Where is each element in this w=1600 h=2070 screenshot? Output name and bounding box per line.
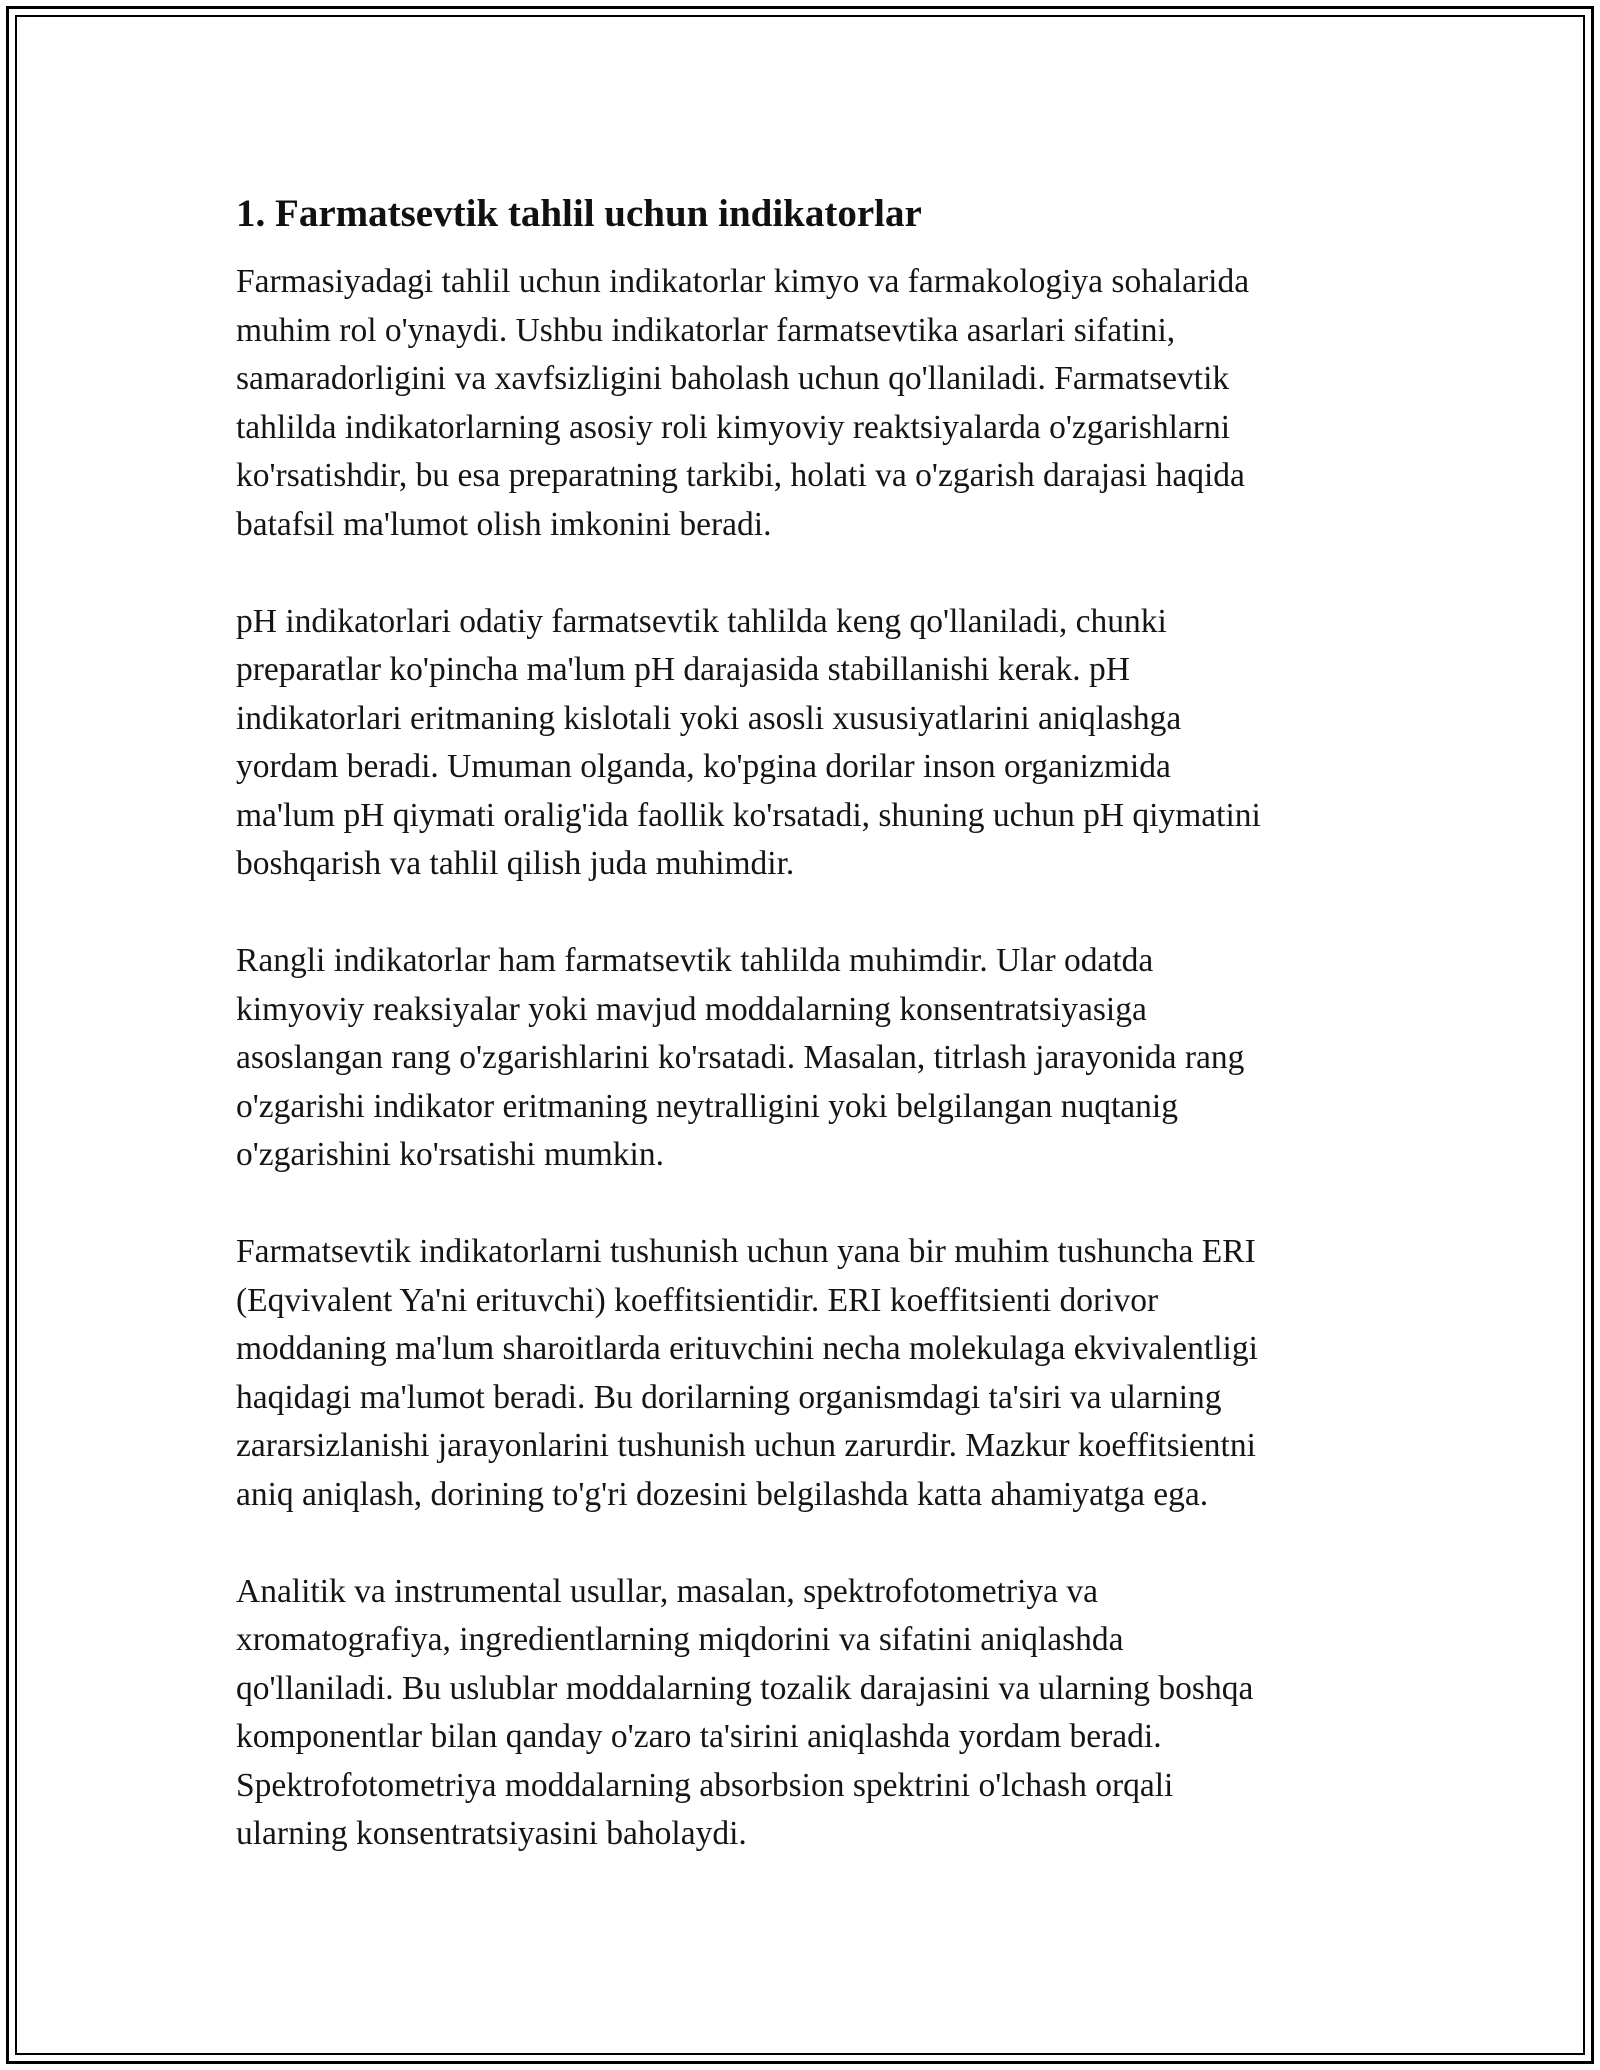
text-line: boshqarish va tahlil qilish juda muhimdir. (236, 845, 795, 882)
text-line: tahlilda indikatorlarning asosiy roli kimyoviy reaktsiyalarda o'zgarishlarni (236, 408, 1231, 446)
text-line: indikatorlari eritmaning kislotali yoki asosli xususiyatlarini aniqlashga (236, 699, 1182, 737)
paragraph (236, 598, 1376, 889)
text-line: asoslangan rang o'zgarishlarini ko'rsatadi. Masalan, titrlash jarayonida rang (236, 1039, 1245, 1076)
text-line: komponentlar bilan qanday o'zaro ta'sirini aniqlashda yordam beradi. (236, 1718, 1162, 1755)
text-line: Farmasiyadagi tahlil uchun indikatorlar kimyo va farmakologiya sohalarida (236, 263, 1250, 300)
text-line: (Eqvivalent Ya'ni erituvchi) koeffitsientidir. ERI koeffitsienti dorivor (236, 1281, 1159, 1319)
text-line: Farmatsevtik indikatorlarni tushunish uchun yana bir muhim tushuncha ERI (236, 1233, 1256, 1270)
text-line: zararsizlanishi jarayonlarini tushunish uchun zarurdir. Mazkur koeffitsientni (236, 1427, 1256, 1464)
text-line: o'zgarishini ko'rsatishi mumkin. (236, 1136, 664, 1173)
text-line: o'zgarishi indikator eritmaning neytralligini yoki belgilangan nuqtanig (236, 1087, 1178, 1125)
section-heading: 1. Farmatsevtik tahlil uchun indikatorlar (236, 192, 922, 235)
text-line: moddaning ma'lum sharoitlarda erituvchini necha molekulaga ekvivalentligi (236, 1330, 1258, 1367)
document-body (236, 186, 1376, 1859)
paragraph (236, 1228, 1376, 1519)
text-line: yordam beradi. Umuman olganda, ko'pgina dorilar inson organizmida (236, 748, 1171, 785)
text-line: aniq aniqlash, dorining to'g'ri dozesini belgilashda katta ahamiyatga ega. (236, 1475, 1209, 1513)
text-line: ko'rsatishdir, bu esa preparatning tarkibi, holati va o'zgarish darajasi haqida (236, 457, 1245, 494)
text-line: samaradorligini va xavfsizligini baholash uchun qo'llaniladi. Farmatsevtik (236, 360, 1230, 397)
text-line: ularning konsentratsiyasini baholaydi. (236, 1815, 747, 1852)
text-line: Analitik va instrumental usullar, masalan, spektrofotometriya va (236, 1572, 1098, 1610)
paragraph (236, 258, 1376, 549)
text-line: preparatlar ko'pincha ma'lum pH darajasida stabillanishi kerak. pH (236, 651, 1130, 688)
text-line: ma'lum pH qiymati oralig'ida faollik ko'rsatadi, shuning uchun pH qiymatini (236, 796, 1261, 834)
text-line: pH indikatorlari odatiy farmatsevtik tahlilda keng qo'llaniladi, chunki (236, 602, 1167, 640)
text-line: muhim rol o'ynaydi. Ushbu indikatorlar farmatsevtika asarlari sifatini, (236, 311, 1176, 349)
text-line: Rangli indikatorlar ham farmatsevtik tahlilda muhimdir. Ular odatda (236, 942, 1154, 979)
paragraph (236, 937, 1376, 1180)
paragraph (236, 1568, 1376, 1859)
text-line: batafsil ma'lumot olish imkonini beradi. (236, 505, 772, 543)
text-line: Spektrofotometriya moddalarning absorbsion spektrini o'lchash orqali (236, 1766, 1174, 1804)
text-line: kimyoviy reaksiyalar yoki mavjud moddalarning konsentratsiyasiga (236, 990, 1147, 1028)
text-line: qo'llaniladi. Bu uslublar moddalarning tozalik darajasini va ularning boshqa (236, 1669, 1254, 1707)
text-line: xromatografiya, ingredientlarning miqdorini va sifatini aniqlashda (236, 1621, 1124, 1658)
text-line: haqidagi ma'lumot beradi. Bu dorilarning organismdagi ta'siri va ularning (236, 1378, 1222, 1416)
